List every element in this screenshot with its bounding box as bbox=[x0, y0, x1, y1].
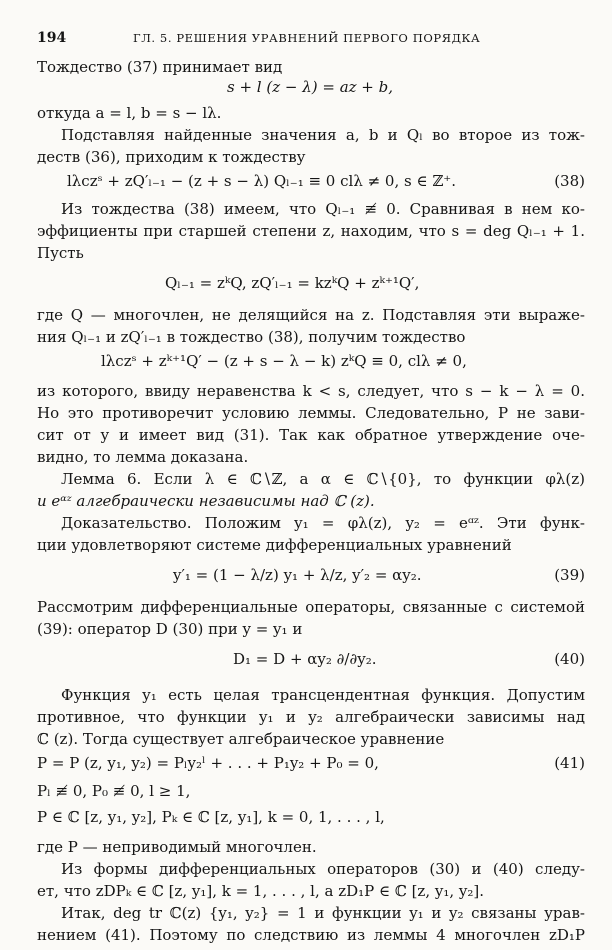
text-line: из которого, ввиду неравенства k < s, следует, что s − k − λ = 0. bbox=[37, 382, 585, 400]
equation-38 bbox=[37, 168, 585, 198]
text-line: Из тождества (38) имеем, что Qₗ₋₁ ≢ 0. Сравнивая в нем ко- bbox=[61, 200, 585, 218]
text-line: ции удовлетворяют системе дифференциальных уравнений bbox=[37, 536, 512, 554]
text-line: Подставляя найденные значения a, b и Qₗ во второе из тож- bbox=[61, 126, 585, 144]
text-line: Из формы дифференциальных операторов (30) и (40) следу- bbox=[61, 860, 585, 878]
text-line: (39): оператор D (30) при y = y₁ и bbox=[37, 620, 303, 638]
text-line: Тождество (37) принимает вид bbox=[37, 58, 283, 76]
equation-body: D₁ = D + αy₂ ∂/∂y₂. bbox=[233, 650, 377, 668]
text-line: сит от y и имеет вид (31). Так как обратное утверждение оче- bbox=[37, 426, 585, 444]
equation-41-conditions bbox=[37, 780, 585, 806]
equation-number: (38) bbox=[554, 172, 585, 190]
text-line: Рассмотрим дифференциальные операторы, связанные с системой bbox=[37, 598, 585, 616]
text-line: противное, что функции y₁ и y₂ алгебраически зависимы над bbox=[37, 708, 585, 726]
equation-40 bbox=[37, 640, 585, 680]
text-line: откуда a = l, b = s − lλ. bbox=[37, 104, 222, 122]
equation-body: Pₗ ≢ 0, P₀ ≢ 0, l ≥ 1, bbox=[37, 782, 191, 800]
equation-body: lλczˢ + zᵏ⁺¹Q′ − (z + s − λ − k) zᵏQ ≡ 0, clλ ≠ 0, bbox=[101, 352, 467, 370]
equation-body: s + l (z − λ) = az + b, bbox=[227, 78, 394, 96]
text-line: Но это противоречит условию леммы. Следовательно, P не зави- bbox=[37, 404, 585, 422]
equation-body: P ∈ ℂ [z, y₁, y₂], Pₖ ∈ ℂ [z, y₁], k = 0, 1, . . . , l, bbox=[37, 808, 385, 826]
equation-number: (40) bbox=[554, 650, 585, 668]
text-line: Итак, deg tr ℂ(z) {y₁, y₂} = 1 и функции y₁ и y₂ связаны урав- bbox=[61, 904, 585, 922]
text-line: и eᵅᶻ алгебраически независимы над ℂ (z). bbox=[37, 492, 375, 510]
text-line: ния Qₗ₋₁ и zQ′ₗ₋₁ в тождество (38), получим тождество bbox=[37, 328, 466, 346]
equation-s bbox=[37, 78, 585, 102]
text-line: деств (36), приходим к тождеству bbox=[37, 148, 306, 166]
running-title: ГЛ. 5. РЕШЕНИЯ УРАВНЕНИЙ ПЕРВОГО ПОРЯДКА bbox=[133, 31, 481, 45]
equation-41-sets bbox=[37, 806, 585, 836]
equation-39 bbox=[37, 556, 585, 596]
lemma-6: Лемма 6. Если λ ∈ ℂ∖ℤ, а α ∈ ℂ∖{0}, то функции φλ(z) bbox=[61, 470, 585, 488]
text-line: Функция y₁ есть целая трансцендентная функция. Допустим bbox=[61, 686, 585, 704]
page-number: 194 bbox=[37, 30, 67, 46]
equation-number: (41) bbox=[554, 754, 585, 772]
proof-start: Доказательство. Положим y₁ = φλ(z), y₂ = eᵅᶻ. Эти функ- bbox=[61, 514, 585, 532]
equation-body: Qₗ₋₁ = zᵏQ, zQ′ₗ₋₁ = kzᵏQ + zᵏ⁺¹Q′, bbox=[165, 274, 420, 292]
equation-number: (39) bbox=[554, 566, 585, 584]
text-line: видно, то лемма доказана. bbox=[37, 448, 249, 466]
text-line: эффициенты при старшей степени z, находим, что s = deg Qₗ₋₁ + 1. bbox=[37, 222, 585, 240]
equation-body: lλczˢ + zQ′ₗ₋₁ − (z + s − λ) Qₗ₋₁ ≡ 0 clλ ≠ 0, s ∈ ℤ⁺. bbox=[67, 172, 456, 190]
equation-q bbox=[37, 264, 585, 304]
text-line: ℂ (z). Тогда существует алгебраическое уравнение bbox=[37, 730, 445, 748]
text-line: где Q — многочлен, не делящийся на z. Подставляя эти выраже- bbox=[37, 306, 585, 324]
text-line: нением (41). Поэтому по следствию из леммы 4 многочлен zD₁P bbox=[37, 926, 585, 944]
page-header bbox=[37, 30, 585, 52]
equation-41 bbox=[37, 750, 585, 780]
text-line: где P — неприводимый многочлен. bbox=[37, 838, 317, 856]
equation-l bbox=[37, 348, 585, 378]
equation-body: y′₁ = (1 − λ/z) y₁ + λ/z, y′₂ = αy₂. bbox=[173, 566, 422, 584]
text-line: ет, что zDPₖ ∈ ℂ [z, y₁], k = 1, . . . , l, а zD₁P ∈ ℂ [z, y₁, y₂]. bbox=[37, 882, 484, 900]
text-line: Пусть bbox=[37, 244, 84, 262]
book-page bbox=[37, 30, 585, 946]
equation-body: P = P (z, y₁, y₂) = Pₗy₂ˡ + . . . + P₁y₂ + P₀ = 0, bbox=[37, 754, 379, 772]
